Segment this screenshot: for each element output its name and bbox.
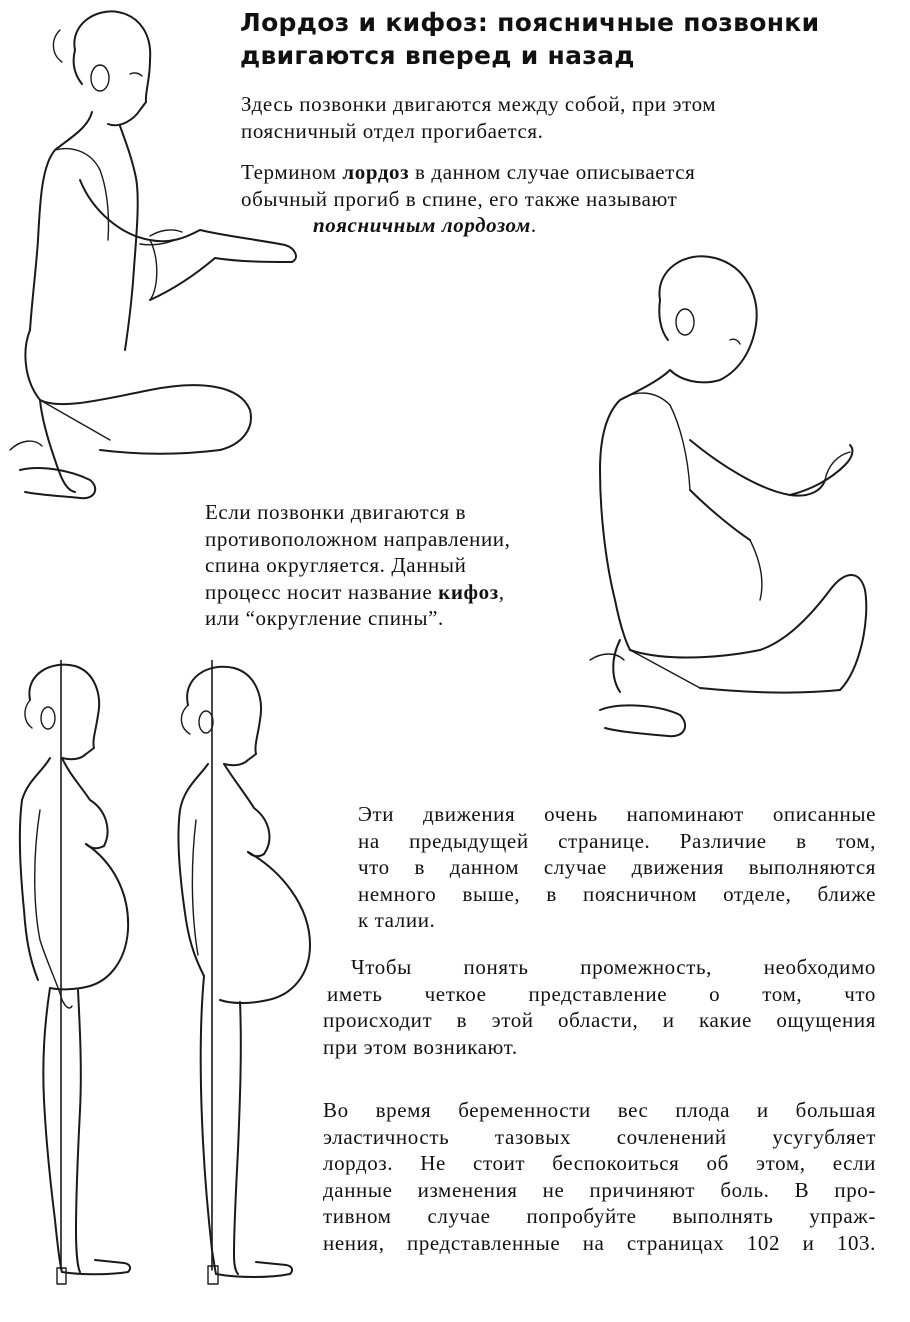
text-line: данные изменения не причиняют боль. В про- [323,1177,876,1202]
text-line: поясничным лордозом. [313,213,537,237]
kneeling-lordosis-illustration [0,0,320,510]
paragraph-comparison [358,801,876,934]
text-line: или “округление спины”. [205,606,444,630]
text-line: при этом возникают. [323,1034,518,1059]
text-line: эластичность тазовых сочленений усугубляет [323,1124,876,1149]
text-line: Эти движения очень напоминают описанные [358,802,876,826]
standing-pregnant-right-illustration [160,660,330,1300]
kneeling-kyphosis-illustration [560,240,900,750]
text-line: спина округляется. Данный [205,553,467,577]
text-line: на предыдущей странице. Различие в том, [358,828,876,853]
text-line: иметь четкое представление о том, что [327,981,876,1006]
text-line: нения, представленные на страницах 102 и 103. [323,1230,876,1255]
paragraph-pregnancy [323,1097,876,1256]
text-line: что в данном случае движения выполняются [358,855,876,879]
text-line: Здесь позвонки двигаются между собой, при этом [241,92,717,116]
term-lordosis: лордоз [342,160,410,184]
title-line-1: Лордоз и кифоз: поясничные позвонки [240,8,820,37]
text-line: тивном случае попробуйте выполнять упраж- [323,1204,876,1228]
text-line: Во время беременности вес плода и большая [323,1098,876,1122]
title-line-2: двигаются вперед и назад [240,41,635,70]
text-line: Термином лордоз в данном случае описывается [241,160,696,184]
text-line: немного выше, в поясничном отделе, ближе [358,881,876,906]
term-kyphosis: кифоз [438,579,499,604]
page-title [240,6,900,72]
standing-pregnant-left-illustration [0,660,160,1300]
text-line: процесс носит название кифоз, [205,579,505,604]
text-line: обычный прогиб в спине, его также называют [241,186,678,211]
text-line: лордоз. Не стоит беспокоиться об этом, если [323,1151,876,1175]
term-lumbar-lordosis: поясничным лордозом [313,213,531,237]
paragraph-kyphosis [205,499,511,632]
paragraph-perineum [323,954,876,1060]
text-line: поясничный отдел прогибается. [241,118,544,143]
text-line: к талии. [358,908,436,932]
text-line: противоположном направлении, [205,526,511,551]
text-line: Если позвонки двигаются в [205,500,467,524]
text-line: Чтобы понять промежность, необходимо [351,955,876,979]
text-line: происходит в этой области, и какие ощущения [323,1008,876,1032]
